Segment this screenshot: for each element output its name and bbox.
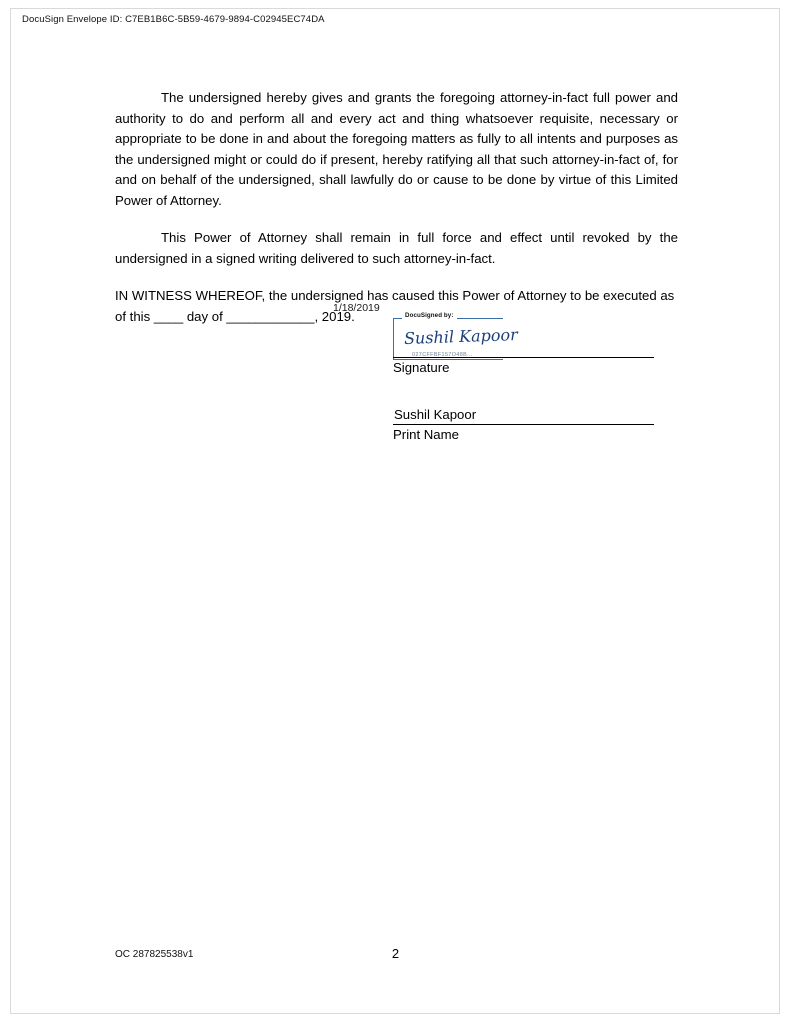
- handwritten-signature: Sushil Kapoor: [403, 325, 519, 348]
- print-name-value: Sushil Kapoor: [394, 407, 477, 422]
- paragraph-2-text: This Power of Attorney shall remain in full force and effect until revoked by the undersigned in a signed writing delivered to such attorney-in-fact.: [115, 230, 678, 266]
- footer-reference: OC 287825538v1: [115, 949, 194, 960]
- print-name-rule: [393, 424, 654, 425]
- docusign-envelope-id: DocuSign Envelope ID: C7EB1B6C-5B59-4679-9894-C02945EC74DA: [22, 14, 325, 25]
- signature-caption: Signature: [393, 360, 450, 375]
- signature-block: [393, 312, 673, 442]
- print-name-caption: Print Name: [393, 427, 459, 442]
- docusign-signature-stamp: [393, 312, 519, 360]
- document-body: [115, 88, 678, 327]
- signature-date-stamp: 1/18/2019: [333, 302, 380, 314]
- witness-clause-text: IN WITNESS WHEREOF, the undersigned has caused this Power of Attorney to be executed as of this ____ day of ____________, 2019.: [115, 288, 675, 324]
- docusigned-by-label: DocuSigned by:: [402, 312, 457, 319]
- footer-page-number: 2: [391, 946, 400, 961]
- paragraph-1: [115, 88, 678, 211]
- signature-rule: [393, 357, 654, 358]
- paragraph-2: [115, 228, 678, 269]
- paragraph-1-text: The undersigned hereby gives and grants the foregoing attorney-in-fact full power and authority to do and perform all and every act and thing whatsoever requisite, necessary or appropriate to be done in and about the foregoing matters as fully to all intents and purposes as the undersigned might or could do if present, hereby ratifying all that such attorney-in-fact of, for and on behalf of the undersigned, shall lawfully do or cause to be done by virtue of this Limited Power of Attorney.: [115, 90, 678, 208]
- docusign-signature-hash: 027CFFBF157O48B...: [412, 352, 473, 358]
